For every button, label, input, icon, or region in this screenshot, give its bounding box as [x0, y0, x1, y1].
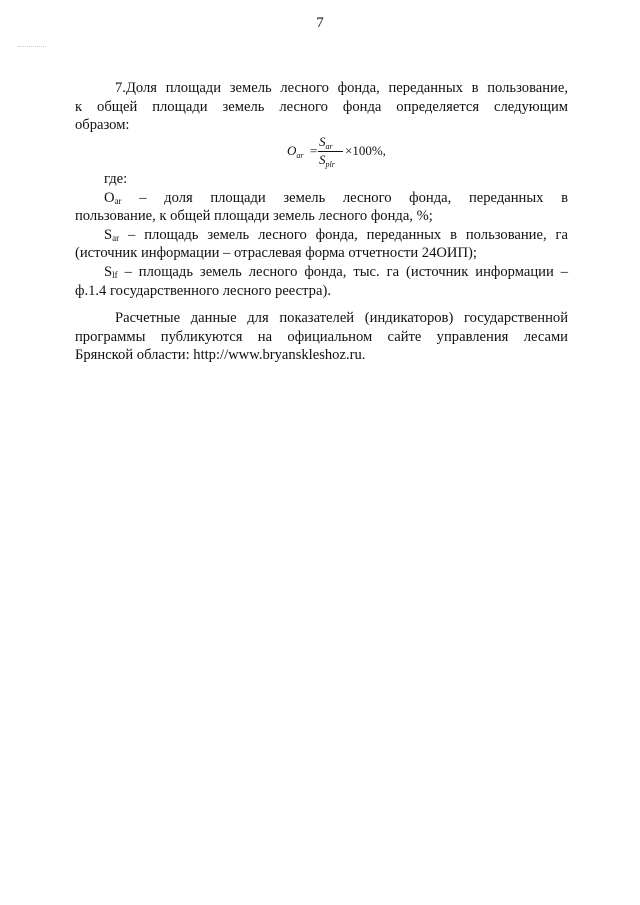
paragraph-line: образом:: [75, 117, 130, 134]
where-label: где:: [104, 171, 128, 187]
definition-line: $S_{ar}$ – площадь земель лесного фонда, переданных в пользование, га: [104, 226, 568, 243]
paragraph-line: Брянской области: http://www.bryanskleshoz.ru.: [75, 347, 366, 364]
definition-line: пользование, к общей площади земель лесного фонда, %;: [75, 208, 433, 225]
section-7-paragraph: [75, 79, 568, 135]
paragraph-line: к общей площади земель лесного фонда определяется следующим: [75, 98, 568, 115]
closing-paragraph: [75, 309, 568, 365]
formula-lhs: $O_{ar}$: [287, 143, 304, 160]
formula-numerator: $S_{ar}$: [319, 134, 333, 151]
page-number: 7: [316, 15, 324, 31]
definition-line: $S_{lf}$ – площадь земель лесного фонда, тыс. га (источник информации –: [104, 263, 568, 280]
paragraph-line: Расчетные данные для показателей (индикаторов) государственной: [115, 310, 568, 326]
definition-line: ф.1.4 государственного лесного реестра).: [75, 282, 331, 299]
scan-edge-mark: [18, 46, 46, 47]
formula-multiplier: ×100%,: [345, 143, 386, 158]
definitions-block: [75, 170, 568, 300]
paragraph-line: программы публикуются на официальном сайте управления лесами: [75, 328, 568, 345]
definition-line: (источник информации – отраслевая форма отчетности 24ОИП);: [75, 245, 477, 262]
formula-equals: =: [310, 143, 318, 158]
paragraph-line: 7.Доля площади земель лесного фонда, переданных в пользование,: [115, 80, 568, 96]
formula-denominator: $S_{plr}$: [319, 152, 335, 169]
formula: [287, 135, 417, 175]
definition-line: $O_{ar}$ – доля площади земель лесного фонда, переданных в: [104, 189, 568, 206]
website-link[interactable]: http://www.bryanskleshoz.ru: [193, 347, 362, 364]
